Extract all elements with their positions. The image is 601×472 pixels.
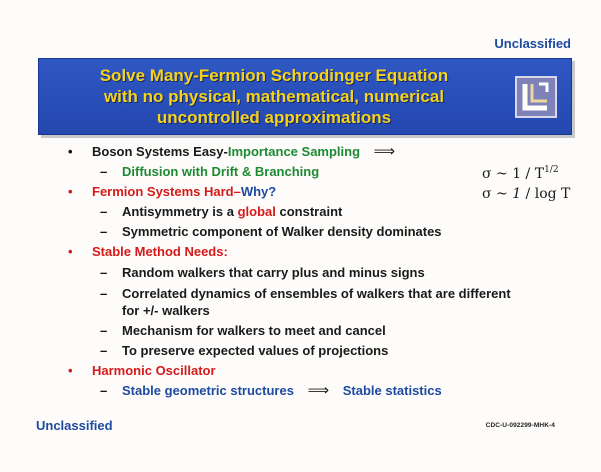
sub-bullet-mechanism: Mechanism for walkers to meet and cancel	[122, 323, 386, 338]
classification-top: Unclassified	[494, 36, 571, 51]
implies-arrow-icon: ⟹	[307, 382, 330, 399]
bullet-dot-icon: •	[68, 244, 73, 259]
sub-bullet-diffusion: Diffusion with Drift & Branching	[122, 164, 320, 179]
classification-bottom: Unclassified	[36, 418, 113, 433]
dash-icon: –	[100, 323, 108, 338]
title-banner	[38, 58, 572, 135]
sub-bullet-correlated-line-2: for +/- walkers	[122, 303, 210, 318]
bullet-dot-icon: •	[68, 144, 73, 159]
sub-bullet-preserve: To preserve expected values of projections	[122, 343, 389, 358]
formula-sigma-sqrt: σ ~ $1 / T^{1/2}$	[482, 165, 559, 182]
dash-icon: –	[100, 224, 108, 239]
dash-icon: –	[100, 204, 108, 219]
lab-logo-icon	[515, 76, 557, 118]
sub-bullet-random-walkers: Random walkers that carry plus and minus signs	[122, 265, 425, 280]
slide-title	[39, 65, 509, 128]
dash-icon: –	[100, 265, 108, 280]
sub-bullet-correlated-line-1: Correlated dynamics of ensembles of walkers that are different	[122, 286, 511, 301]
bullet-harmonic: Harmonic Oscillator	[92, 363, 216, 378]
bullet-dot-icon: •	[68, 184, 73, 199]
implies-arrow-icon: ⟹	[373, 143, 396, 160]
dash-icon: –	[100, 343, 108, 358]
bullet-fermion: Fermion Systems Hard–Why?	[92, 184, 277, 199]
dash-icon: –	[100, 286, 108, 301]
document-id: CDC-U-092299-MHK-4	[485, 422, 555, 429]
title-line-1: Solve Many-Fermion Schrodinger Equation	[99, 66, 449, 85]
bullet-dot-icon: •	[68, 363, 73, 378]
dash-icon: –	[100, 383, 108, 398]
sub-bullet-antisymmetry: Antisymmetry is a global constraint	[122, 204, 343, 219]
title-line-3: uncontrolled approximations	[156, 108, 392, 127]
sub-bullet-stable-structures: Stable geometric structures ⟹ Stable statistics	[122, 382, 442, 399]
formula-sigma-log: σ ~ 1 / log T	[482, 186, 571, 202]
sub-bullet-symmetric: Symmetric component of Walker density dominates	[122, 224, 442, 239]
dash-icon: –	[100, 164, 108, 179]
bullet-boson: Boson Systems Easy-Importance Sampling ⟹	[92, 143, 396, 160]
title-line-2: with no physical, mathematical, numerical	[103, 87, 445, 106]
bullet-stable-method: Stable Method Needs:	[92, 244, 228, 259]
